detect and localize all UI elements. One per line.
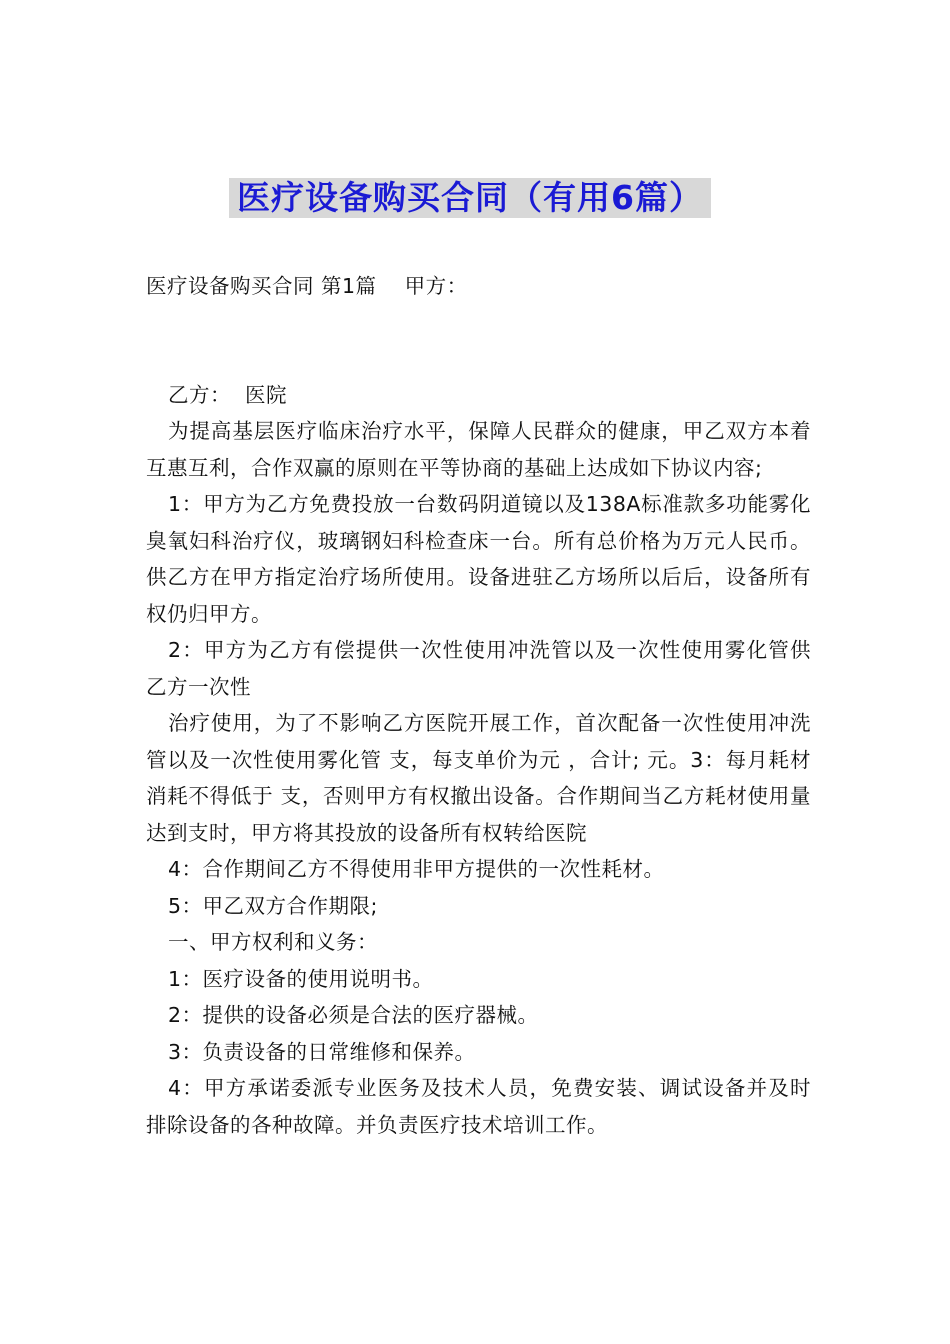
paragraph-preamble: 为提高基层医疗临床治疗水平，保障人民群众的健康，甲乙双方本着互惠互利，合作双赢的原则在平等协商的基础上达成如下协议内容; — [146, 419, 811, 480]
paragraph-a-item-3: 3：负责设备的日常维修和保养。 — [168, 1039, 476, 1064]
document-title: 医疗设备购买合同（有用6篇） — [229, 178, 711, 218]
title-container — [0, 178, 950, 218]
paragraph-clause-4: 4：合作期间乙方不得使用非甲方提供的一次性耗材。 — [168, 857, 665, 881]
paragraph-a-item-4: 4：甲方承诺委派专业医务及技术人员，免费安装、调试设备并及时排除设备的各种故障。并负责医疗技术培训工作。 — [146, 1076, 811, 1137]
paragraph-a-item-2: 2：提供的设备必须是合法的医疗器械。 — [168, 1003, 539, 1027]
intro-line: 医疗设备购买合同 第1篇 甲方： — [146, 274, 468, 298]
section-heading-party-a-rights: 一、甲方权利和义务： — [168, 930, 378, 954]
paragraph-clause-1: 1：甲方为乙方免费投放一台数码阴道镜以及138A标准款多功能雾化臭氧妇科治疗仪，玻璃钢妇科检查床一台。所有总价格为万元人民币。供乙方在甲方指定治疗场所使用。设备进驻乙方场所以后后，设备所有权仍归甲方。 — [146, 492, 811, 626]
paragraph-clause-5: 5：甲乙双方合作期限; — [168, 893, 378, 918]
paragraph-party-b: 乙方： 医院 — [168, 382, 288, 407]
paragraph-a-item-1: 1：医疗设备的使用说明书。 — [168, 966, 434, 991]
paragraph-clause-2-continued: 治疗使用，为了不影响乙方医院开展工作，首次配备一次性使用冲洗管以及一次性使用雾化管 支，每支单价为元 ，合计; 元。3：每月耗材消耗不得低于 支，否则甲方有权撤出设备。合作期间当乙方耗材使用量达到支时，甲方将其投放的设备所有权转给医院 — [146, 711, 811, 845]
document-body — [146, 268, 811, 1143]
paragraph-clause-2: 2：甲方为乙方有偿提供一次性使用冲洗管以及一次性使用雾化管供乙方一次性 — [146, 638, 811, 699]
